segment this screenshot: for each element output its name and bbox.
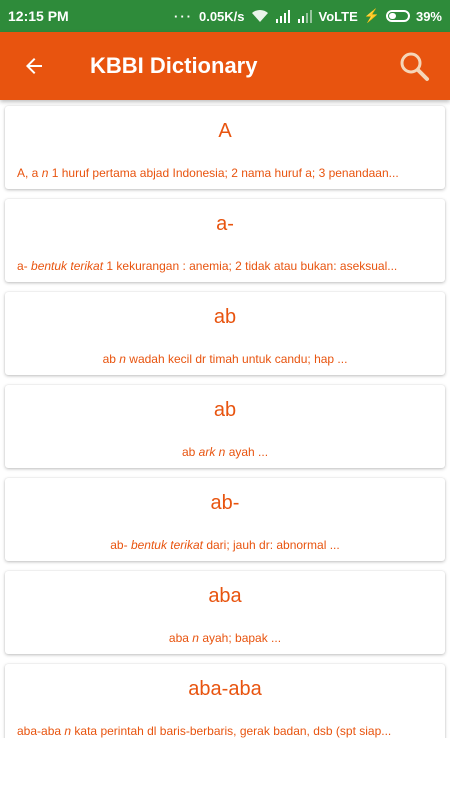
- definition-headword: ab: [102, 352, 116, 366]
- entry-card[interactable]: [5, 385, 445, 468]
- battery-icon: [386, 10, 410, 22]
- entry-definition: [5, 338, 445, 366]
- definition-text: 1 kekurangan : anemia; 2 tidak atau bukan: aseksual...: [106, 259, 398, 273]
- bottom-area: [0, 738, 450, 800]
- entry-definition: [5, 431, 445, 459]
- status-time: 12:15 PM: [8, 8, 69, 24]
- entry-word: ab: [213, 306, 237, 328]
- status-right: [174, 8, 442, 24]
- definition-headword: aba: [168, 631, 189, 645]
- definition-headword: ab-: [110, 538, 128, 552]
- entry-definition: [5, 245, 445, 273]
- definition-headword: aba-aba: [17, 724, 62, 738]
- definition-part-of-speech: n: [64, 724, 72, 738]
- network-speed: 0.05K/s: [198, 8, 245, 24]
- network-type: VoLTE: [318, 8, 358, 24]
- entry-card[interactable]: [5, 664, 445, 738]
- entry-definition: [5, 524, 445, 552]
- definition-part-of-speech: n: [41, 166, 49, 180]
- definition-text: dari; jauh dr: abnormal ...: [206, 538, 340, 552]
- entry-word: aba: [208, 585, 242, 607]
- entry-card[interactable]: [5, 571, 445, 654]
- entry-definition: [5, 152, 445, 180]
- search-icon: [398, 50, 430, 82]
- page-title: KBBI Dictionary: [90, 53, 258, 78]
- entry-word: A: [218, 120, 232, 142]
- entry-word: ab-: [210, 492, 240, 514]
- entry-word: a-: [216, 213, 234, 235]
- definition-part-of-speech: bentuk terikat: [31, 259, 104, 273]
- entry-word: aba-aba: [188, 678, 262, 700]
- entry-card[interactable]: [5, 106, 445, 189]
- signal-icon: [275, 9, 291, 23]
- definition-part-of-speech: ark n: [198, 445, 226, 459]
- definition-text: ayah ...: [228, 445, 269, 459]
- definition-part-of-speech: bentuk terikat: [130, 538, 203, 552]
- app-bar: [0, 32, 450, 100]
- signal-icon-2: [297, 9, 313, 23]
- back-button[interactable]: [16, 48, 52, 84]
- entry-card[interactable]: [5, 199, 445, 282]
- definition-headword: ab: [181, 445, 196, 459]
- arrow-back-icon: [22, 54, 46, 78]
- entry-card[interactable]: [5, 478, 445, 561]
- definition-text: wadah kecil dr timah untuk candu; hap ...: [129, 352, 348, 366]
- definition-text: ayah; bapak ...: [202, 631, 282, 645]
- entry-card[interactable]: [5, 292, 445, 375]
- status-bar: [0, 0, 450, 32]
- entry-definition: [5, 710, 445, 738]
- charging-icon: ⚡: [363, 8, 380, 23]
- definition-text: 1 huruf pertama abjad Indonesia; 2 nama huruf a; 3 penandaan...: [51, 166, 399, 180]
- definition-headword: A, a: [17, 166, 39, 180]
- battery-percent: 39%: [415, 8, 442, 24]
- entry-word: ab: [213, 399, 237, 421]
- definition-part-of-speech: n: [192, 631, 199, 645]
- definition-part-of-speech: n: [119, 352, 126, 366]
- entry-list[interactable]: [0, 100, 450, 738]
- search-button[interactable]: [394, 46, 434, 86]
- definition-text: kata perintah dl baris-berbaris, gerak badan, dsb (spt siap...: [74, 724, 392, 738]
- entry-definition: [5, 617, 445, 645]
- wifi-icon: [251, 9, 269, 23]
- notification-dots-icon: ···: [173, 8, 193, 24]
- definition-headword: a-: [17, 259, 28, 273]
